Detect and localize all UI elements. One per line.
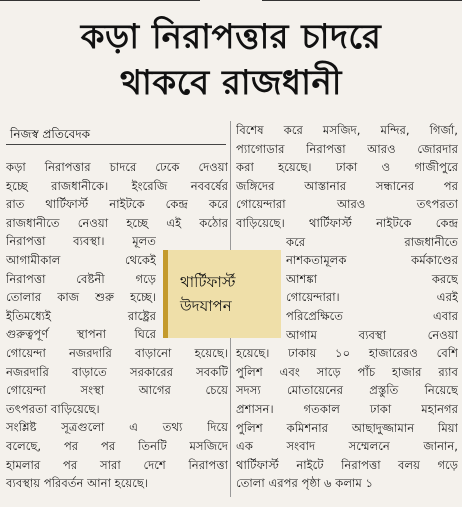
- text-line: পুলিশ কমিশনার আছাদুজ্জামান মিয়া: [236, 420, 458, 435]
- pullquote-box: [163, 250, 281, 338]
- text-line: জঙ্গিদের আস্তানার সন্ধানের পর: [236, 178, 458, 193]
- text-line: তৎপরতা বাড়িয়েছে।: [6, 401, 100, 416]
- text-line: হচ্ছে রাজধানীকে। ইংরেজি নববর্ষের: [6, 178, 228, 193]
- text-line: পরিপ্রেক্ষিতে এবার: [286, 308, 458, 323]
- text-line: আগামীকাল থেকেই: [6, 252, 156, 267]
- text-line: নাশকতামূলক কর্মকাণ্ডের: [286, 253, 458, 268]
- text-line: আগাম ব্যবস্থা নেওয়া: [286, 327, 458, 342]
- text-line: প্যাগোডার নিরাপত্তা আরও জোরদার: [236, 141, 458, 156]
- text-line: গোয়েন্দা সংস্থা আগের চেয়ে: [6, 383, 228, 398]
- text-line: ইতিমধ্যেই রাষ্ট্রের: [6, 308, 156, 323]
- text-line: করে রাজধানীতে: [286, 234, 458, 249]
- text-line: গোয়েন্দারা আরও তৎপরতা: [236, 197, 458, 212]
- text-line: তোলার কাজ শুরু হচ্ছে।: [6, 290, 156, 305]
- top-rule: [0, 0, 462, 8]
- text-line: করা হয়েছে। ঢাকা ও গাজীপুরে: [236, 160, 458, 175]
- text-line: রাত থার্টিফার্স্ট নাইটকে কেন্দ্র করে: [6, 197, 228, 212]
- text-line: সংশ্লিষ্ট সূত্রগুলো এ তথ্য দিয়ে: [6, 420, 228, 435]
- headline: [0, 14, 462, 106]
- text-line: হামলার পর সারা দেশে নিরাপত্তা: [6, 457, 228, 472]
- text-line: পুলিশ এবং সাড়ে পাঁচ হাজার র‍্যাব: [236, 364, 458, 379]
- continuation-line: তোলা এরপর পৃষ্ঠা ৬ কলাম ১: [236, 476, 374, 491]
- text-line: নজরদারি বাড়াতে সরকারের সবকটি: [6, 364, 228, 379]
- text-line: সদস্য মোতায়েনের প্রস্তুতি নিয়েছে: [236, 383, 458, 398]
- byline: নিজস্ব প্রতিবেদক: [10, 127, 91, 141]
- text-line: আশঙ্কা করছে: [286, 271, 458, 286]
- text-line: ব্যবস্থায় পরিবর্তন আনা হয়েছে।: [6, 476, 149, 491]
- text-line: প্রশাসন। গতকাল ঢাকা মহানগর: [236, 401, 458, 416]
- text-line: এক সংবাদ সম্মেলনে জানান,: [236, 439, 458, 454]
- text-line: কড়া নিরাপত্তার চাদরে ঢেকে দেওয়া: [6, 160, 228, 174]
- pullquote-line-1: থার্টিফার্স্ট: [180, 273, 236, 291]
- byline-rule: [6, 144, 226, 145]
- text-line: থার্টিফার্স্ট নাইটে নিরাপত্তা বলয় গড়ে: [236, 457, 458, 472]
- headline-line-1: কড়া নিরাপত্তার চাদরে: [80, 17, 382, 57]
- text-line: গুরুত্বপূর্ণ স্থাপনা ঘিরে: [6, 327, 156, 342]
- text-line: গোয়েন্দা নজরদারি বাড়ানো হয়েছে।: [6, 345, 228, 360]
- text-line: নিরাপত্তা বেষ্টনী গড়ে: [6, 271, 156, 286]
- text-line: বলেছে, পর পর তিনটি মসজিদে: [6, 438, 228, 453]
- text-line: হয়েছে। ঢাকায় ১০ হাজারেরও বেশি: [236, 346, 458, 361]
- text-line: নিরাপত্তা ব্যবস্থা। মূলত: [6, 234, 156, 249]
- text-line: বাড়িয়েছে। থার্টিফার্স্ট নাইটকে কেন্দ্র: [236, 215, 458, 230]
- text-line: গোয়েন্দারা। এরই: [286, 290, 458, 305]
- headline-line-2: থাকবে রাজধানী: [119, 63, 342, 103]
- text-line: বিশেষ করে মসজিদ, মন্দির, গির্জা,: [236, 123, 458, 137]
- text-line: রাজধানীতে নেওয়া হচ্ছে এই কঠোর: [6, 215, 228, 230]
- pullquote-line-2: উদযাপন: [180, 297, 232, 315]
